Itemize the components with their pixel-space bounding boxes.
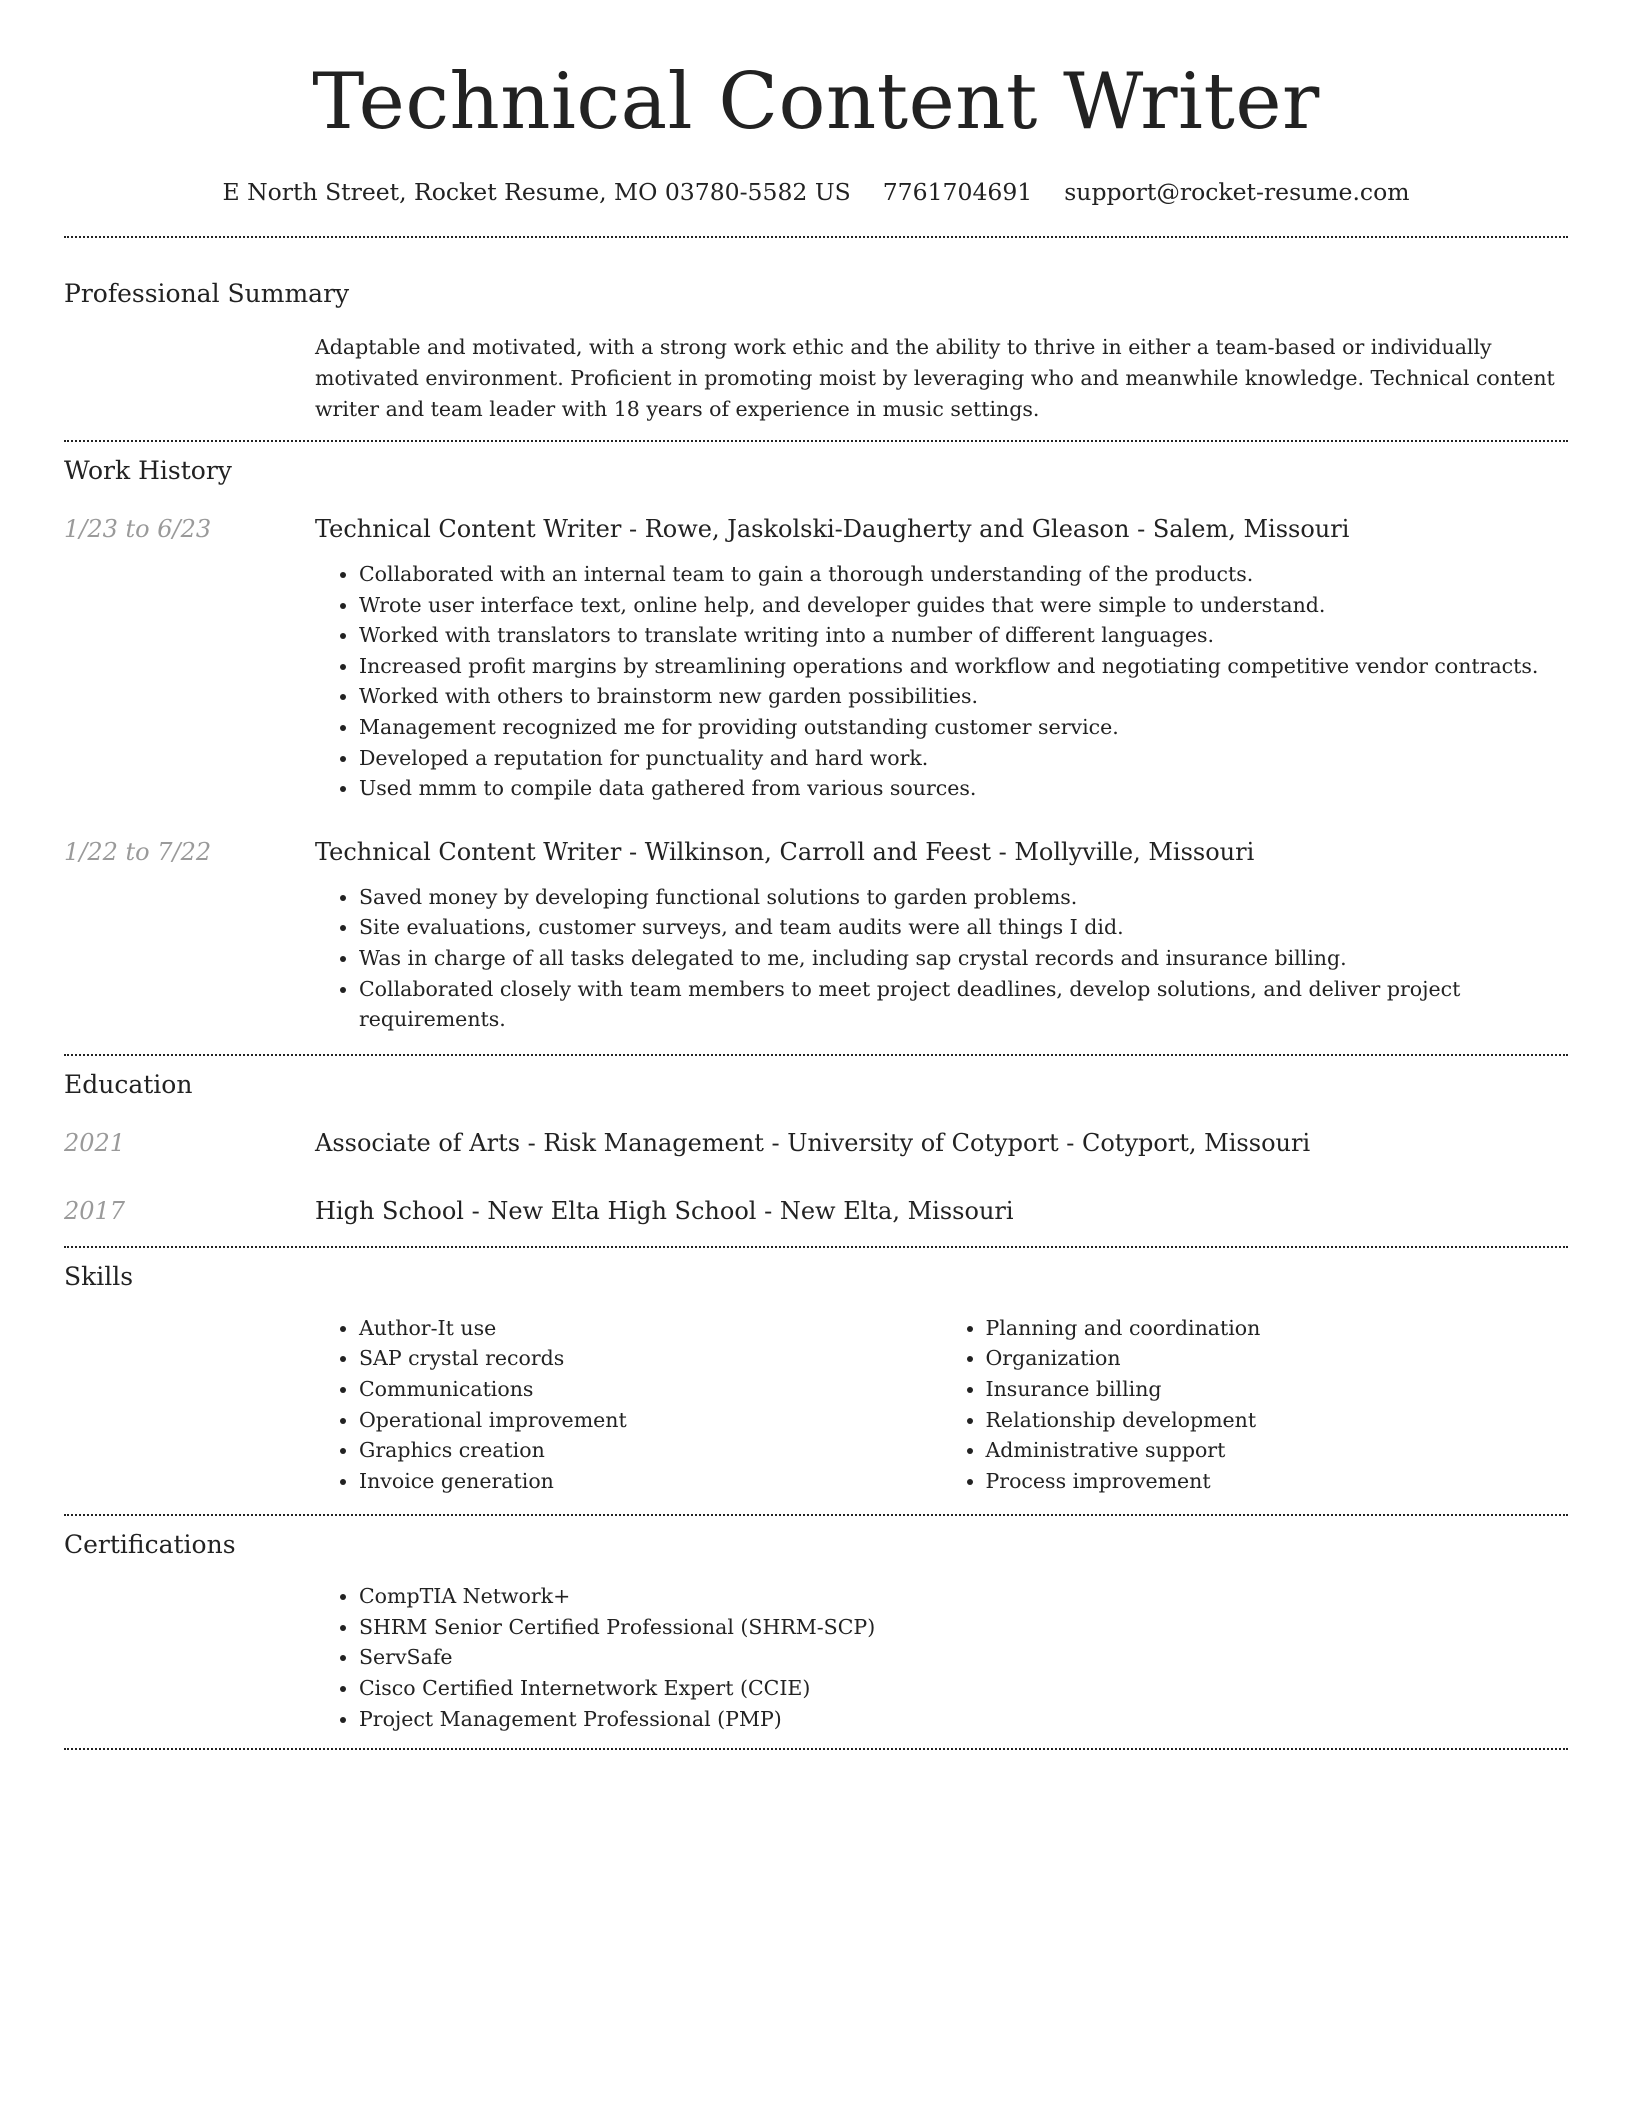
list-item: • Invoice generation xyxy=(359,1466,942,1497)
list-item: • Collaborated with an internal team to gain a thorough understanding of the products. xyxy=(359,559,1568,590)
skills-section xyxy=(64,1259,1568,1497)
contact-address: E North Street, Rocket Resume, MO 03780-5582 US xyxy=(222,178,851,206)
job-bullets xyxy=(315,559,1568,804)
list-item: • SAP crystal records xyxy=(359,1343,942,1374)
list-item: • Project Management Professional (PMP) xyxy=(359,1704,1568,1735)
job-bullets xyxy=(315,882,1568,1035)
divider xyxy=(64,236,1568,238)
job-entry xyxy=(64,834,1568,1035)
list-item: • Used mmm to compile data gathered from various sources. xyxy=(359,773,1568,804)
job-heading: Technical Content Writer - Wilkinson, Carroll and Feest - Mollyville, Missouri xyxy=(315,837,1255,866)
skills-title: Skills xyxy=(64,1261,134,1291)
list-item: • Planning and coordination xyxy=(986,1313,1569,1344)
job-dates: 1/23 to 6/23 xyxy=(64,515,212,543)
list-item: • Wrote user interface text, online help, and developer guides that were simple to understand. xyxy=(359,590,1568,621)
skills-list-right xyxy=(942,1313,1569,1497)
job-heading: Technical Content Writer - Rowe, Jaskolski-Daugherty and Gleason - Salem, Missouri xyxy=(315,515,1350,543)
certifications-section xyxy=(64,1527,1568,1734)
divider xyxy=(64,1514,1568,1516)
list-item: • Collaborated closely with team members to meet project deadlines, develop solutions, and deliver project requirements. xyxy=(359,974,1568,1035)
education-section xyxy=(64,1067,1568,1229)
list-item: • Relationship development xyxy=(986,1405,1569,1436)
list-item: • Cisco Certified Internetwork Expert (CCIE) xyxy=(359,1673,1568,1704)
list-item: • Communications xyxy=(359,1374,942,1405)
work-title: Work History xyxy=(64,456,232,485)
skills-list-left xyxy=(315,1313,942,1497)
certifications-list xyxy=(315,1581,1568,1734)
education-year: 2017 xyxy=(64,1196,126,1225)
education-entry xyxy=(64,1125,1568,1161)
contact-email: support@rocket-resume.com xyxy=(1064,178,1410,206)
list-item: • ServSafe xyxy=(359,1642,1568,1673)
summary-text: Adaptable and motivated, with a strong work ethic and the ability to thrive in either a team-based or individually motivated environment. Proficient in promoting moist by leveraging who and meanwhile knowledge. Technical content writer and team leader with 18 years of experience in music settings. xyxy=(315,335,1555,421)
summary-title: Professional Summary xyxy=(64,279,350,308)
list-item: • Developed a reputation for punctuality and hard work. xyxy=(359,743,1568,774)
work-section xyxy=(64,453,1568,1035)
education-entry xyxy=(64,1193,1568,1229)
education-year: 2021 xyxy=(64,1128,126,1157)
list-item: • Saved money by developing functional solutions to garden problems. xyxy=(359,882,1568,913)
list-item: • Site evaluations, customer surveys, and team audits were all things I did. xyxy=(359,912,1568,943)
contact-phone: 7761704691 xyxy=(882,178,1033,206)
education-heading: Associate of Arts - Risk Management - University of Cotyport - Cotyport, Missouri xyxy=(315,1128,1311,1157)
divider xyxy=(64,1748,1568,1750)
list-item: • Author-It use xyxy=(359,1313,942,1344)
summary-section xyxy=(64,276,1568,425)
contact-line xyxy=(64,174,1568,210)
education-title: Education xyxy=(64,1069,193,1099)
list-item: • Operational improvement xyxy=(359,1405,942,1436)
certifications-title: Certifications xyxy=(64,1530,236,1560)
list-item: • Administrative support xyxy=(986,1435,1569,1466)
list-item: • CompTIA Network+ xyxy=(359,1581,1568,1612)
list-item: • SHRM Senior Certified Professional (SHRM-SCP) xyxy=(359,1612,1568,1643)
job-entry xyxy=(64,511,1568,804)
list-item: • Process improvement xyxy=(986,1466,1569,1497)
list-item: • Increased profit margins by streamlining operations and workflow and negotiating competitive vendor contracts. xyxy=(359,651,1568,682)
list-item: • Worked with others to brainstorm new garden possibilities. xyxy=(359,681,1568,712)
divider xyxy=(64,1246,1568,1248)
list-item: • Graphics creation xyxy=(359,1435,942,1466)
divider xyxy=(64,440,1568,442)
list-item: • Organization xyxy=(986,1343,1569,1374)
list-item: • Worked with translators to translate writing into a number of different languages. xyxy=(359,620,1568,651)
education-heading: High School - New Elta High School - New Elta, Missouri xyxy=(315,1196,1014,1225)
resume-name: Technical Content Writer xyxy=(312,57,1320,147)
divider xyxy=(64,1054,1568,1056)
job-dates: 1/22 to 7/22 xyxy=(64,837,212,866)
list-item: • Was in charge of all tasks delegated to me, including sap crystal records and insurance billing. xyxy=(359,943,1568,974)
list-item: • Management recognized me for providing outstanding customer service. xyxy=(359,712,1568,743)
list-item: • Insurance billing xyxy=(986,1374,1569,1405)
